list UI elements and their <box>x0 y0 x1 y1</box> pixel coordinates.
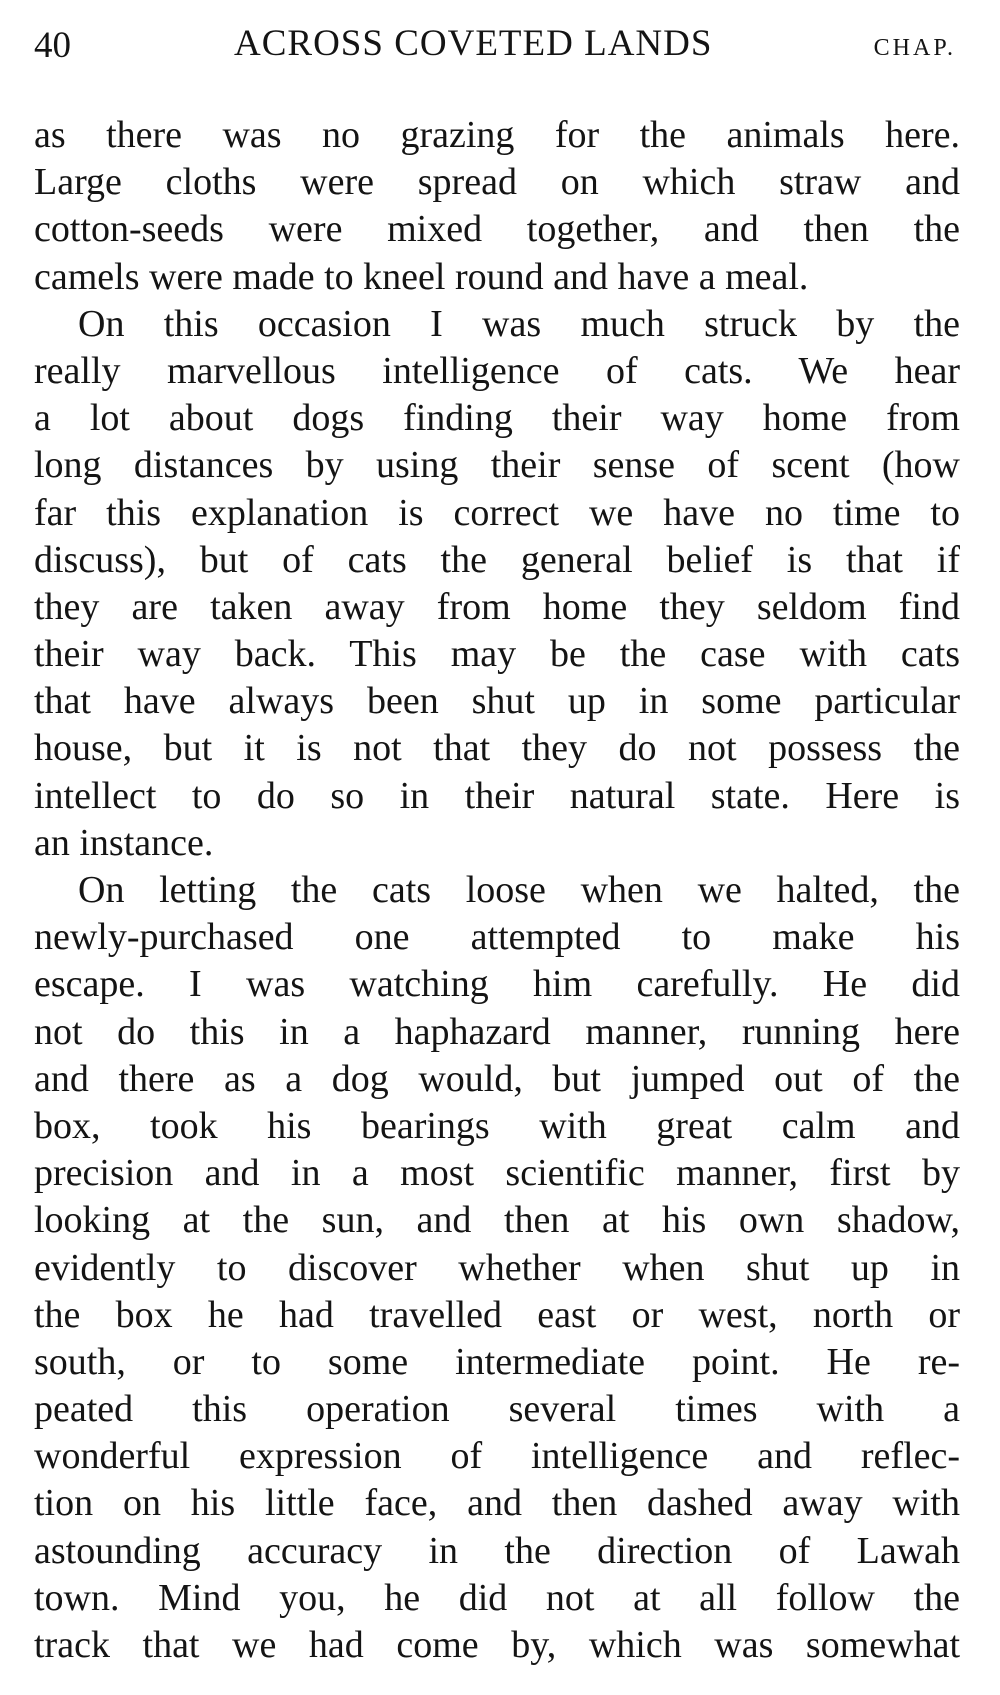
text-line: cotton-seeds were mixed together, and then the <box>34 208 960 251</box>
text-line: escape. I was watching him carefully. He did <box>34 963 960 1006</box>
text-line: really marvellous intelligence of cats. We hear <box>34 349 960 392</box>
paragraph-cat-escape <box>34 867 960 1669</box>
page-number: 40 <box>34 25 71 66</box>
text-line: south, or to some intermediate point. He re- <box>34 1340 960 1383</box>
text-line: house, but it is not that they do not possess the <box>34 727 960 770</box>
text-line: On letting the cats loose when we halted, the <box>78 869 960 911</box>
text-line: astounding accuracy in the direction of Lawah <box>34 1529 960 1572</box>
text-line: an instance. <box>34 821 214 864</box>
text-line: wonderful expression of intelligence and reflec- <box>34 1435 960 1478</box>
text-line: peated this operation several times with a <box>34 1388 960 1431</box>
text-line: tion on his little face, and then dashed away with <box>34 1482 960 1525</box>
text-line: evidently to discover whether when shut up in <box>34 1246 960 1289</box>
text-line: and there as a dog would, but jumped out of the <box>34 1057 960 1100</box>
text-line: their way back. This may be the case with cats <box>34 633 960 676</box>
text-line: intellect to do so in their natural state. Here is <box>34 774 960 817</box>
paragraph-cats-intelligence <box>34 301 960 867</box>
text-line: looking at the sun, and then at his own shadow, <box>34 1199 960 1242</box>
text-line: Large cloths were spread on which straw and <box>34 161 960 204</box>
text-line: town. Mind you, he did not at all follow the <box>34 1576 960 1619</box>
text-line: the box he had travelled east or west, north or <box>34 1293 960 1336</box>
text-line: not do this in a haphazard manner, running here <box>34 1010 960 1053</box>
text-line: discuss), but of cats the general belief is that if <box>34 538 960 581</box>
running-head <box>34 16 960 72</box>
text-line: far this explanation is correct we have no time to <box>34 491 960 534</box>
text-line: box, took his bearings with great calm and <box>34 1104 960 1147</box>
text-line: track that we had come by, which was somewhat <box>34 1624 960 1666</box>
chapter-label: CHAP. <box>873 35 956 61</box>
paragraph-continuation <box>34 112 960 301</box>
text-line: camels were made to kneel round and have a meal. <box>34 255 809 298</box>
text-line: On this occasion I was much struck by the <box>78 302 960 345</box>
book-page <box>34 16 960 1669</box>
body-text <box>34 112 960 1669</box>
text-line: a lot about dogs finding their way home from <box>34 397 960 440</box>
text-line: precision and in a most scientific manner, first by <box>34 1152 960 1195</box>
book-title: ACROSS COVETED LANDS <box>234 23 713 64</box>
text-line: they are taken away from home they seldom find <box>34 585 960 628</box>
text-line: long distances by using their sense of scent (how <box>34 444 960 487</box>
text-line: that have always been shut up in some particular <box>34 680 960 723</box>
text-line: as there was no grazing for the animals here. <box>34 114 960 156</box>
text-line: newly-purchased one attempted to make his <box>34 916 960 959</box>
